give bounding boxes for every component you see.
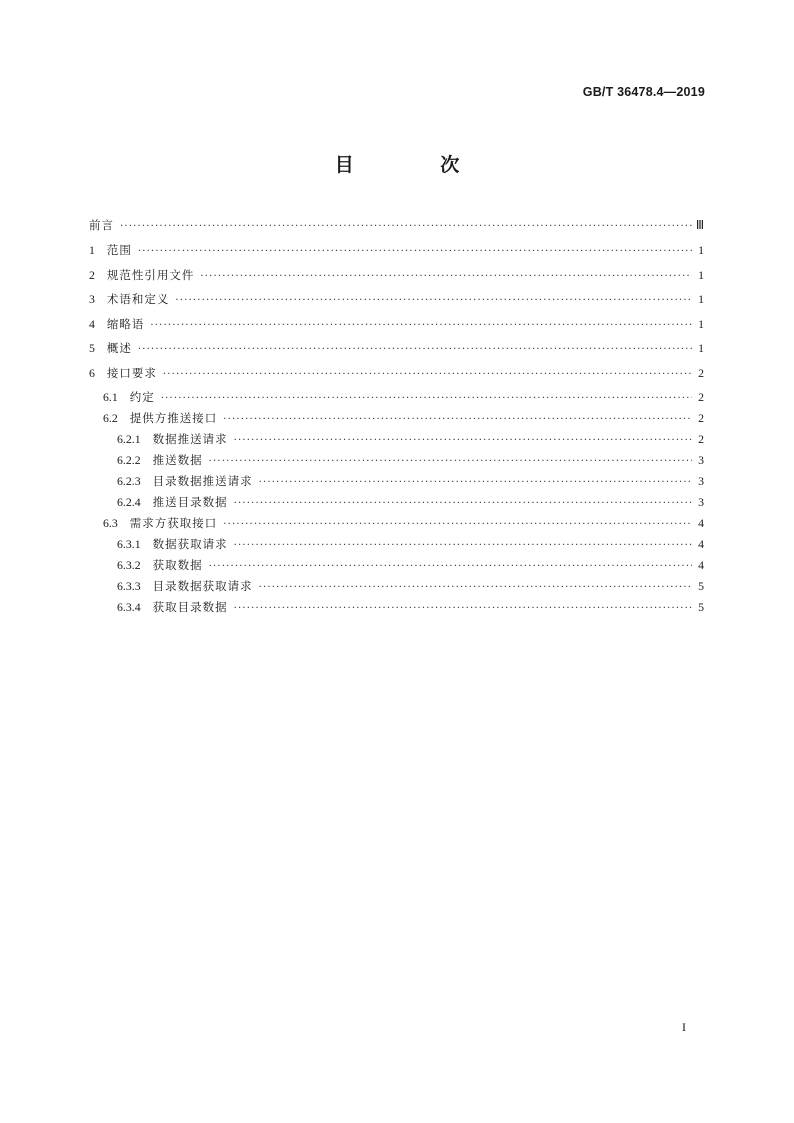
toc-leader [163, 364, 692, 385]
toc-entry-label: 需求方获取接口 [129, 516, 218, 530]
toc-entry-page: 1 [698, 243, 704, 257]
toc-entry-page: 4 [698, 516, 704, 530]
toc-entry-label: 规范性引用文件 [106, 268, 195, 282]
toc-leader [150, 315, 692, 336]
toc-entry-foreword[interactable] [89, 215, 704, 236]
toc-entry-label: 缩略语 [106, 317, 145, 331]
toc-entry-number: 6.3.3 [117, 579, 141, 593]
toc-leader [161, 388, 692, 409]
toc-entry-page: 5 [698, 600, 704, 614]
toc-entry-number: 4 [89, 317, 95, 331]
toc-entry-page: 3 [698, 453, 704, 467]
toc-leader [175, 290, 692, 311]
toc-subentry[interactable] [103, 513, 704, 534]
toc-entry-number: 6.3.4 [117, 600, 141, 614]
toc-entry-label: 术语和定义 [106, 292, 170, 306]
toc-entry-label: 约定 [129, 390, 155, 404]
toc-entry-number: 6.1 [103, 390, 118, 404]
toc-entry-label: 目录数据推送请求 [152, 474, 253, 488]
toc-entry-number: 6.2.3 [117, 474, 141, 488]
toc-entry-label: 推送目录数据 [152, 495, 228, 509]
toc-entry-label: 获取目录数据 [152, 600, 228, 614]
toc-subsubentry[interactable] [117, 534, 704, 555]
toc-entry-page: 5 [698, 579, 704, 593]
toc-leader [138, 339, 692, 360]
toc-entry-page: 3 [698, 474, 704, 488]
page-title: 目 次 [334, 154, 500, 176]
toc-leader [259, 472, 692, 493]
toc-entry-page: 2 [698, 411, 704, 425]
toc-entry-page: 1 [698, 268, 704, 282]
toc-entry-page: Ⅲ [695, 218, 704, 232]
toc-entry-label: 接口要求 [106, 366, 157, 380]
toc-leader [200, 266, 692, 287]
toc-entry[interactable] [89, 338, 704, 359]
toc-entry-label: 概述 [106, 341, 132, 355]
toc-subentry[interactable] [103, 408, 704, 429]
toc-leader [234, 598, 692, 619]
toc-entry-number: 6 [89, 366, 95, 380]
toc-entry-label: 数据推送请求 [152, 432, 228, 446]
toc-entry[interactable] [89, 289, 704, 310]
toc-leader [234, 493, 692, 514]
toc-entry-number: 6.3.1 [117, 537, 141, 551]
toc-leader [120, 216, 692, 237]
toc-leader [138, 241, 692, 262]
toc-leader [259, 577, 692, 598]
toc-leader [234, 535, 692, 556]
toc-subsubentry[interactable] [117, 492, 704, 513]
toc-entry-label: 范围 [106, 243, 132, 257]
toc-entry-number: 6.2 [103, 411, 118, 425]
toc-entry-number: 5 [89, 341, 95, 355]
toc-entry-label: 数据获取请求 [152, 537, 228, 551]
toc-subsubentry[interactable] [117, 555, 704, 576]
toc-subsubentry[interactable] [117, 471, 704, 492]
toc-entry-number: 6.3.2 [117, 558, 141, 572]
toc-entry[interactable] [89, 265, 704, 286]
toc-entry-page: 1 [698, 292, 704, 306]
toc-entry-number: 3 [89, 292, 95, 306]
page-number: I [682, 1020, 686, 1034]
toc-leader [209, 451, 692, 472]
toc-entry-page: 2 [698, 366, 704, 380]
toc-entry[interactable] [89, 240, 704, 261]
toc-entry-label: 推送数据 [152, 453, 203, 467]
toc-entry-page: 1 [698, 341, 704, 355]
toc-leader [223, 409, 692, 430]
toc-entry-number: 6.2.1 [117, 432, 141, 446]
toc-leader [234, 430, 692, 451]
toc-entry[interactable] [89, 314, 704, 335]
toc-subsubentry[interactable] [117, 576, 704, 597]
toc-entry-page: 4 [698, 558, 704, 572]
toc-entry-number: 2 [89, 268, 95, 282]
toc-entry-page: 2 [698, 390, 704, 404]
toc-subentry[interactable] [103, 387, 704, 408]
toc-subsubentry[interactable] [117, 429, 704, 450]
toc-subsubentry[interactable] [117, 450, 704, 471]
toc-entry-label: 获取数据 [152, 558, 203, 572]
toc-entry-number: 6.2.2 [117, 453, 141, 467]
standard-code: GB/T 36478.4—2019 [582, 85, 705, 99]
toc-entry-number: 6.3 [103, 516, 118, 530]
toc-entry-label: 提供方推送接口 [129, 411, 218, 425]
toc-entry-page: 1 [698, 317, 704, 331]
toc-entry-label: 前言 [89, 218, 114, 232]
toc-entry-number: 1 [89, 243, 95, 257]
toc-leader [209, 556, 692, 577]
toc-entry-page: 2 [698, 432, 704, 446]
toc-leader [223, 514, 692, 535]
toc-entry-page: 3 [698, 495, 704, 509]
toc-subsubentry[interactable] [117, 597, 704, 618]
toc-entry-number: 6.2.4 [117, 495, 141, 509]
toc-entry[interactable] [89, 363, 704, 384]
toc-entry-label: 目录数据获取请求 [152, 579, 253, 593]
toc-entry-page: 4 [698, 537, 704, 551]
